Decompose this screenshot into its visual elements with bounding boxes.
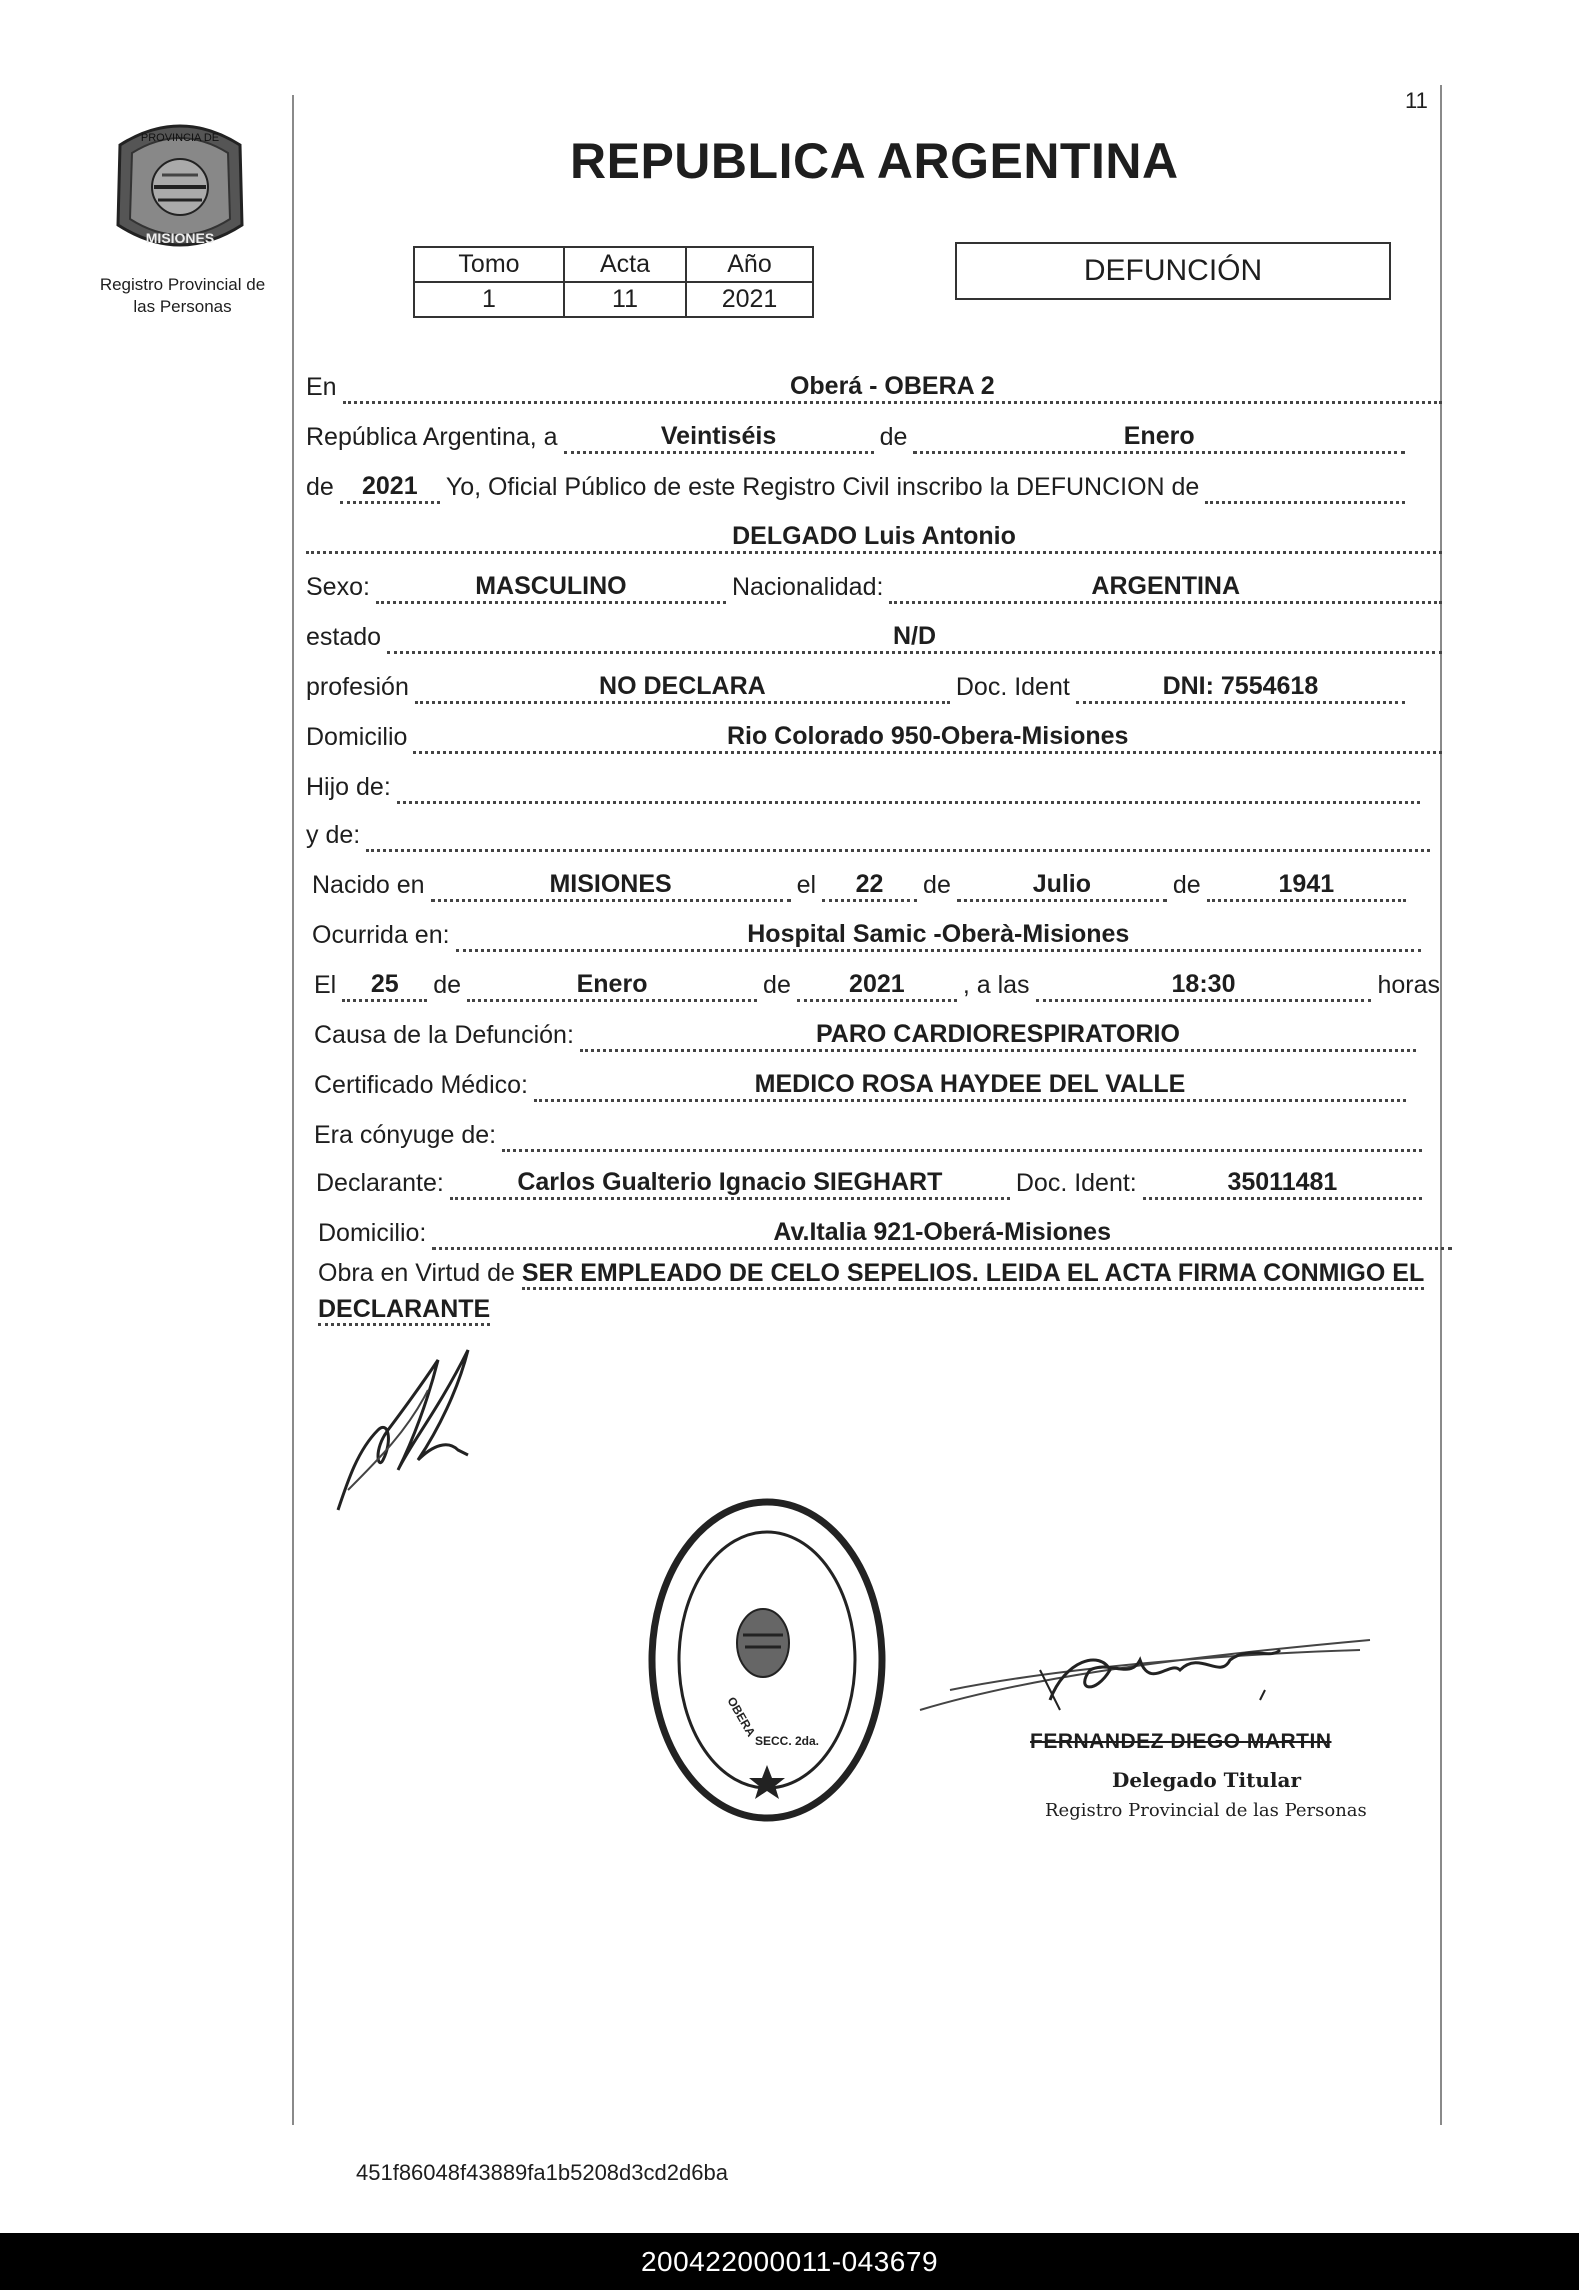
field-nac-mes: Julio: [957, 869, 1167, 902]
registry-caption-line-2: las Personas: [133, 297, 232, 316]
row-fecha-acta: [306, 420, 1411, 454]
row-fallecido: [306, 520, 1448, 554]
officer-title: Delegado Titular: [1112, 1768, 1301, 1792]
declarant-signature: [318, 1330, 508, 1530]
row-fecha-defuncion: [314, 968, 1440, 1002]
acta-value-anio: 2021: [686, 282, 813, 317]
province-logo: [110, 115, 250, 265]
label-certificado: Certificado Médico:: [314, 1071, 528, 1099]
field-def-anio: 2021: [797, 969, 957, 1002]
acta-header-anio: Año: [686, 247, 813, 282]
field-sexo: MASCULINO: [376, 571, 726, 604]
field-estado: N/D: [387, 621, 1442, 654]
label-de-5: de: [433, 971, 462, 999]
label-inscribo: Yo, Oficial Público de este Registro Civil inscribo la DEFUNCION de: [445, 473, 1200, 501]
label-declarante: Declarante:: [316, 1169, 444, 1197]
label-en: En: [306, 373, 337, 401]
label-horas: horas: [1377, 971, 1440, 999]
field-ocurrida-en: Hospital Samic -Oberà-Misiones: [456, 919, 1421, 952]
row-causa: [314, 1018, 1422, 1052]
label-y-de: y de:: [306, 821, 361, 849]
footer-code-bar: 200422000011-043679: [0, 2233, 1579, 2290]
obra-en-virtud: [318, 1255, 1458, 1327]
label-domicilio-declarante: Domicilio:: [318, 1219, 427, 1247]
document-title: REPUBLICA ARGENTINA: [570, 133, 1179, 189]
label-obra: Obra en Virtud de: [318, 1259, 515, 1287]
label-domicilio: Domicilio: [306, 723, 408, 751]
field-nac-anio: 1941: [1207, 869, 1406, 902]
acta-table-header-row: [414, 247, 813, 282]
label-conyuge: Era cónyuge de:: [314, 1121, 497, 1149]
field-mes-texto: Enero: [913, 421, 1405, 454]
label-doc-ident: Doc. Ident: [955, 673, 1070, 701]
acta-table-value-row: [414, 282, 813, 317]
acta-table: [413, 246, 814, 318]
row-declarante: [316, 1166, 1428, 1200]
field-declarante-doc: 35011481: [1143, 1167, 1422, 1200]
field-lugar: Oberá - OBERA 2: [343, 371, 1442, 404]
officer-org: Registro Provincial de las Personas: [1045, 1800, 1367, 1821]
row-anio-inscribo: [306, 470, 1411, 504]
label-hijo-de: Hijo de:: [306, 773, 391, 801]
label-causa: Causa de la Defunción:: [314, 1021, 574, 1049]
registry-caption-line-1: Registro Provincial de: [99, 275, 266, 294]
document-kind-box: DEFUNCIÓN: [955, 242, 1391, 300]
officer-signature: [900, 1600, 1380, 1750]
field-nac-dia: 22: [822, 869, 917, 902]
label-de-2: de: [306, 473, 334, 501]
acta-header-tomo: Tomo: [414, 247, 564, 282]
row-ocurrida: [312, 918, 1427, 952]
document-hash: 451f86048f43889fa1b5208d3cd2d6ba: [356, 2160, 728, 2185]
row-domicilio: [306, 720, 1448, 754]
seal-inner-text-1: OBERA: [724, 1694, 759, 1740]
field-fallecido: DELGADO Luis Antonio: [306, 521, 1442, 554]
field-dia-texto: Veintiséis: [564, 421, 874, 454]
label-de-6: de: [763, 971, 791, 999]
field-def-dia: 25: [342, 969, 427, 1002]
acta-value-acta: 11: [564, 282, 686, 317]
row-hijo-de: [306, 770, 1426, 804]
field-domicilio: Rio Colorado 950-Obera-Misiones: [413, 721, 1442, 754]
label-a-las: , a las: [962, 971, 1030, 999]
field-documento: DNI: 7554618: [1076, 671, 1405, 704]
row-lugar: [306, 370, 1448, 404]
field-hijo-de: [397, 771, 1420, 804]
registry-seal: [645, 1495, 890, 1825]
label-de-4: de: [1172, 871, 1201, 899]
field-inscribo-blank: [1205, 471, 1405, 504]
label-nacionalidad: Nacionalidad:: [731, 573, 884, 601]
field-def-hora: 18:30: [1036, 969, 1372, 1002]
logo-bottom-text: MISIONES: [145, 230, 215, 246]
field-nacionalidad: ARGENTINA: [889, 571, 1442, 604]
row-nacimiento: [312, 868, 1412, 902]
field-declarante-domicilio: Av.Italia 921-Oberá-Misiones: [432, 1217, 1452, 1250]
seal-inner-text-2: SECC. 2da.: [755, 1734, 820, 1748]
field-conyuge: [502, 1119, 1422, 1152]
label-nacido-en: Nacido en: [312, 871, 425, 899]
row-sexo-nacionalidad: [306, 570, 1448, 604]
label-de-1: de: [879, 423, 908, 451]
row-profesion-doc: [306, 670, 1411, 704]
row-y-de: [306, 818, 1436, 852]
field-nacido-en: MISIONES: [431, 869, 791, 902]
row-certificado: [314, 1068, 1412, 1102]
field-declarante: Carlos Gualterio Ignacio SIEGHART: [450, 1167, 1010, 1200]
field-causa: PARO CARDIORESPIRATORIO: [580, 1019, 1416, 1052]
label-doc-ident-declarante: Doc. Ident:: [1015, 1169, 1137, 1197]
label-el-upper: El: [314, 971, 337, 999]
field-anio: 2021: [340, 471, 440, 504]
field-y-de: [366, 819, 1430, 852]
label-estado: estado: [306, 623, 382, 651]
field-obra-texto: SER EMPLEADO DE CELO SEPELIOS. LEIDA EL ACTA FIRMA CONMIGO EL DECLARANTE: [318, 1259, 1424, 1326]
label-republica: República Argentina, a: [306, 423, 558, 451]
acta-header-acta: Acta: [564, 247, 686, 282]
page-number: 11: [1405, 88, 1428, 113]
left-margin-line: [292, 95, 294, 2125]
field-profesion: NO DECLARA: [415, 671, 950, 704]
field-certificado: MEDICO ROSA HAYDEE DEL VALLE: [534, 1069, 1406, 1102]
label-de-3: de: [923, 871, 951, 899]
row-estado: [306, 620, 1448, 654]
label-ocurrida-en: Ocurrida en:: [312, 921, 450, 949]
row-conyuge: [314, 1118, 1428, 1152]
label-profesion: profesión: [306, 673, 409, 701]
registry-caption: [80, 274, 285, 318]
field-def-mes: Enero: [467, 969, 757, 1002]
logo-top-text: PROVINCIA DE: [140, 132, 220, 144]
officer-name: FERNANDEZ DIEGO MARTIN: [1030, 1730, 1332, 1753]
label-sexo: Sexo:: [306, 573, 370, 601]
acta-value-tomo: 1: [414, 282, 564, 317]
row-declarante-domicilio: [318, 1216, 1458, 1250]
label-el-lower: el: [796, 871, 817, 899]
